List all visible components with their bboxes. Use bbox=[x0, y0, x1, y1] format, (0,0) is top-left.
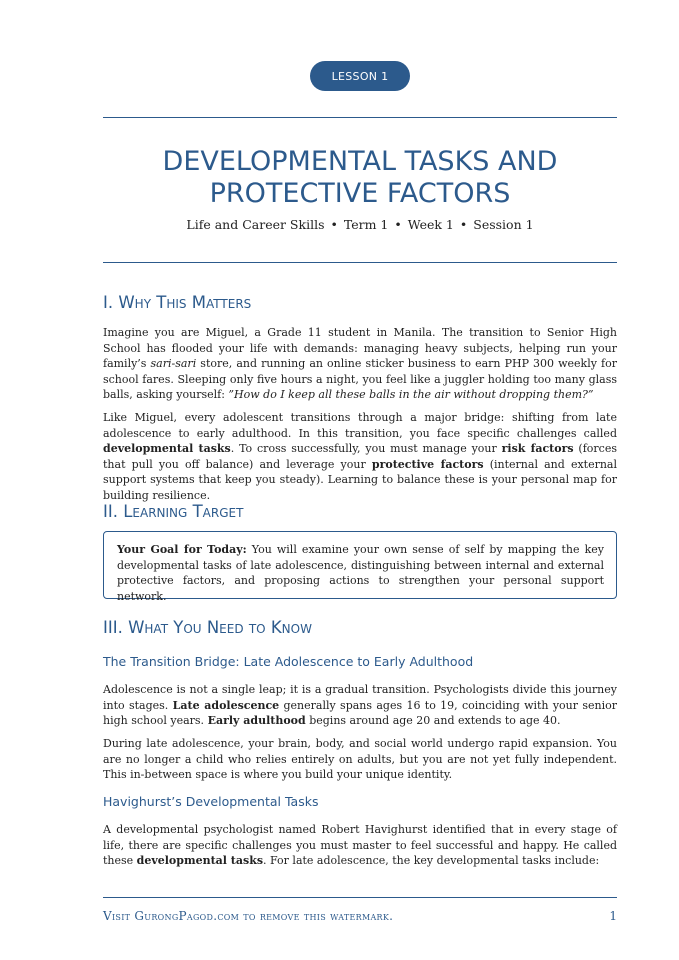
lesson-badge: LESSON 1 bbox=[310, 61, 410, 91]
bold-term: Late adolescence bbox=[172, 698, 280, 712]
paragraph-late-adolescence: During late adolescence, your brain, body, and social world undergo rapid expansion. You are no longer a child who relies entirely on adults, but you are not yet fully independent. This in-between space is where you build your unique identity. bbox=[103, 737, 617, 781]
paragraph-bridge bbox=[103, 410, 617, 503]
subtitle-separator: • bbox=[459, 217, 468, 232]
paragraph-text: begins around age 20 and extends to age 40. bbox=[305, 714, 561, 727]
emphasis-text: sari-sari bbox=[150, 357, 197, 370]
learning-goal-box bbox=[103, 531, 617, 603]
section-heading-why-this-matters: I. Why This Matters bbox=[103, 293, 252, 312]
section-heading-learning-target: II. Learning Target bbox=[103, 502, 244, 521]
subtitle bbox=[103, 217, 617, 232]
section-heading-what-you-need-to-know: III. What You Need to Know bbox=[103, 618, 312, 637]
bold-term: Early adulthood bbox=[207, 714, 306, 727]
subtitle-session: Session 1 bbox=[473, 217, 534, 232]
paragraph-text: Imagine you are Miguel, a Grade 11 student in Manila. The transition to Senior High School has flooded your life with demands: managing heavy subjects, helping run your family’s bbox=[103, 326, 617, 370]
bold-term: developmental tasks bbox=[136, 854, 264, 867]
paragraph-miguel-intro bbox=[103, 325, 617, 403]
subtitle-term: Term 1 bbox=[343, 217, 389, 232]
paragraph-text: Like Miguel, every adolescent transitions through a major bridge: shifting from late adolescence to early adulthood. In this transition, you face specific challenges called bbox=[103, 411, 617, 440]
quote-text: ”How do I keep all these balls in the air without dropping them?” bbox=[228, 388, 594, 401]
subtitle-separator: • bbox=[330, 217, 338, 232]
subtitle-week: Week 1 bbox=[407, 217, 454, 232]
subtitle-separator: • bbox=[394, 217, 402, 232]
goal-label: Your Goal for Today: bbox=[117, 543, 247, 556]
page-number: 1 bbox=[609, 909, 617, 923]
paragraph-text: Adolescence is not a single leap; it is a gradual transition. Psychologists divide this journey into stages. bbox=[103, 683, 617, 712]
page-title bbox=[103, 146, 617, 210]
learning-goal-text bbox=[117, 542, 604, 604]
paragraph-text: . To cross successfully, you must manage your bbox=[230, 442, 502, 455]
paragraph-havighurst bbox=[103, 822, 617, 869]
paragraph-text: A developmental psychologist named Robert Havighurst identified that in every stage of life, there are specific challenges you must master to feel successful and happy. He called these bbox=[103, 823, 617, 867]
paragraph-text: (forces that pull you off balance) and leverage your bbox=[103, 442, 617, 471]
title-line-2: PROTECTIVE FACTORS bbox=[209, 178, 511, 209]
bold-term: risk factors bbox=[501, 442, 574, 455]
goal-text: You will examine your own sense of self by mapping the key developmental tasks of late adolescence, distinguishing between internal and external protective factors, and proposing actions to strengthen your personal support network. bbox=[117, 543, 604, 603]
subsection-heading-transition-bridge: The Transition Bridge: Late Adolescence to Early Adulthood bbox=[103, 654, 474, 669]
paragraph-text: . For late adolescence, the key developmental tasks include: bbox=[263, 854, 600, 867]
title-line-1: DEVELOPMENTAL TASKS AND bbox=[162, 146, 558, 177]
paragraph-adolescence-stages bbox=[103, 682, 617, 729]
subtitle-course: Life and Career Skills bbox=[186, 217, 325, 232]
header-top-rule bbox=[103, 117, 617, 118]
paragraph-text: store, and running an online sticker business to earn PHP 300 weekly for school fares. Sleeping only five hours a night, you feel like a juggler holding too many glass balls, asking yourself: bbox=[103, 357, 617, 401]
header-bottom-rule bbox=[103, 262, 617, 263]
subsection-heading-havighurst: Havighurst’s Developmental Tasks bbox=[103, 794, 319, 809]
bold-term: developmental tasks bbox=[103, 442, 231, 455]
paragraph-text: (internal and external support systems that keep you steady). Learning to balance these is your personal map for building resilience. bbox=[103, 457, 618, 502]
footer-rule bbox=[103, 897, 617, 898]
paragraph-text: generally spans ages 16 to 19, coinciding with your senior high school years. bbox=[103, 698, 617, 727]
bold-term: protective factors bbox=[371, 457, 484, 471]
watermark-link[interactable]: Visit GurongPagod.com to remove this watermark. bbox=[103, 909, 394, 923]
